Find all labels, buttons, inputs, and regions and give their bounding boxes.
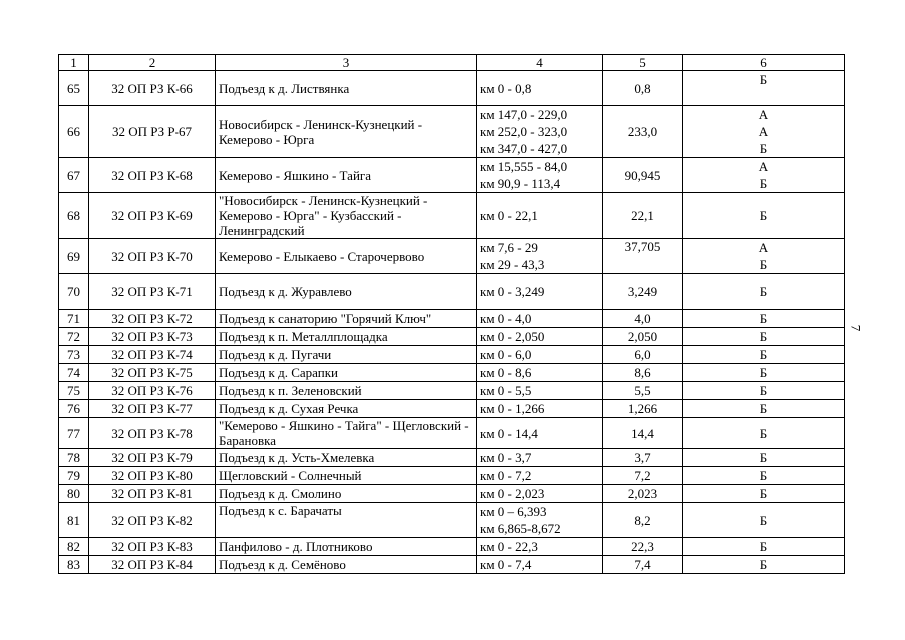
km-range-cell [477, 364, 603, 382]
road-length: 5,5 [603, 382, 683, 400]
category: Б [759, 284, 768, 299]
road-length: 3,7 [603, 449, 683, 467]
road-code: 32 ОП РЗ К-81 [89, 485, 216, 503]
road-length: 22,1 [603, 193, 683, 239]
road-code: 32 ОП РЗ К-83 [89, 538, 216, 556]
km-range: км 15,555 - 84,0 [480, 159, 568, 174]
km-range: км 0 - 14,4 [480, 425, 538, 441]
road-name: Подъезд к д. Сарапки [216, 364, 477, 382]
km-range: км 252,0 - 323,0 [480, 124, 568, 139]
category-cell [683, 418, 845, 449]
category: А [758, 159, 769, 174]
category-cell [683, 400, 845, 418]
category-cell [683, 485, 845, 503]
category: Б [759, 311, 768, 326]
table-row [59, 418, 845, 449]
km-range-cell [477, 485, 603, 503]
category: Б [759, 208, 768, 223]
road-code: 32 ОП РЗ Р-67 [89, 106, 216, 158]
category: Б [759, 468, 768, 483]
category: Б [759, 383, 768, 398]
table-row [59, 538, 845, 556]
road-length: 233,0 [603, 106, 683, 158]
road-name: Кемерово - Яшкино - Тайга [216, 158, 477, 193]
row-number: 83 [59, 556, 89, 574]
category: Б [759, 557, 768, 572]
road-length: 90,945 [603, 158, 683, 193]
row-number: 78 [59, 449, 89, 467]
road-name: Подъезд к д. Смолино [216, 485, 477, 503]
category-cell [683, 239, 845, 274]
category: Б [759, 141, 768, 156]
road-name: Подъезд к д. Семёново [216, 556, 477, 574]
km-range: км 0 - 3,7 [480, 450, 532, 465]
km-range: км 29 - 43,3 [480, 257, 545, 272]
km-range-cell [477, 449, 603, 467]
km-range: км 0 - 22,1 [480, 208, 538, 223]
road-code: 32 ОП РЗ К-70 [89, 239, 216, 274]
row-number: 67 [59, 158, 89, 193]
road-code: 32 ОП РЗ К-73 [89, 328, 216, 346]
row-number: 73 [59, 346, 89, 364]
road-length: 6,0 [603, 346, 683, 364]
km-range-cell [477, 382, 603, 400]
road-code: 32 ОП РЗ К-77 [89, 400, 216, 418]
road-length: 8,6 [603, 364, 683, 382]
category: Б [759, 72, 768, 87]
km-range-cell [477, 158, 603, 193]
km-range-cell [477, 346, 603, 364]
road-name: Подъезд к п. Зеленовский [216, 382, 477, 400]
category-cell [683, 503, 845, 538]
km-range-cell [477, 538, 603, 556]
header-cell: 4 [477, 55, 603, 71]
road-code: 32 ОП РЗ К-71 [89, 274, 216, 310]
km-range: км 347,0 - 427,0 [480, 141, 568, 156]
table-row [59, 449, 845, 467]
road-length: 7,4 [603, 556, 683, 574]
km-range: км 0 - 7,2 [480, 468, 532, 483]
km-range: км 0 - 0,8 [480, 80, 532, 96]
table-row [59, 503, 845, 538]
table-row [59, 106, 845, 158]
road-code: 32 ОП РЗ К-80 [89, 467, 216, 485]
header-cell: 5 [603, 55, 683, 71]
road-code: 32 ОП РЗ К-69 [89, 193, 216, 239]
km-range-cell [477, 467, 603, 485]
row-number: 69 [59, 239, 89, 274]
road-code: 32 ОП РЗ К-72 [89, 310, 216, 328]
km-range: км 0 - 4,0 [480, 311, 532, 326]
table-row [59, 193, 845, 239]
road-name: Панфилово - д. Плотниково [216, 538, 477, 556]
category-cell [683, 193, 845, 239]
km-range: км 7,6 - 29 [480, 240, 538, 255]
table-row [59, 556, 845, 574]
road-length: 8,2 [603, 503, 683, 538]
road-length: 37,705 [603, 239, 683, 274]
page-number: 7 [848, 324, 864, 332]
category: Б [759, 450, 768, 465]
km-range: км 0 - 2,023 [480, 486, 545, 501]
category-cell [683, 449, 845, 467]
road-name: Новосибирск - Ленинск-Кузнецкий - Кемерово - Юрга [216, 106, 477, 158]
category: Б [759, 329, 768, 344]
table-row [59, 485, 845, 503]
header-row [59, 55, 845, 71]
km-range: км 6,865-8,672 [480, 521, 561, 536]
category-cell [683, 274, 845, 310]
category: Б [759, 176, 768, 191]
road-code: 32 ОП РЗ К-66 [89, 71, 216, 106]
category: А [758, 124, 769, 139]
km-range-cell [477, 106, 603, 158]
road-code: 32 ОП РЗ К-78 [89, 418, 216, 449]
table-row [59, 274, 845, 310]
km-range-cell [477, 418, 603, 449]
road-name: Подъезд к д. Пугачи [216, 346, 477, 364]
row-number: 75 [59, 382, 89, 400]
road-length: 2,050 [603, 328, 683, 346]
category-cell [683, 158, 845, 193]
km-range: км 147,0 - 229,0 [480, 107, 568, 122]
road-length: 0,8 [603, 71, 683, 106]
table-row [59, 239, 845, 274]
row-number: 82 [59, 538, 89, 556]
km-range-cell [477, 71, 603, 106]
table-row [59, 346, 845, 364]
road-code: 32 ОП РЗ К-74 [89, 346, 216, 364]
road-length: 22,3 [603, 538, 683, 556]
road-name: Щегловский - Солнечный [216, 467, 477, 485]
km-range-cell [477, 400, 603, 418]
header-cell: 6 [683, 55, 845, 71]
table-row [59, 364, 845, 382]
km-range-cell [477, 556, 603, 574]
row-number: 80 [59, 485, 89, 503]
category: А [758, 240, 769, 255]
category: Б [759, 401, 768, 416]
category: А [758, 107, 769, 122]
road-name: "Кемерово - Яшкино - Тайга" - Щегловский - Барановка [216, 418, 477, 449]
road-length: 2,023 [603, 485, 683, 503]
km-range: км 0 - 3,249 [480, 284, 545, 299]
table-row [59, 382, 845, 400]
category-cell [683, 346, 845, 364]
km-range: км 0 - 1,266 [480, 401, 545, 416]
km-range: км 0 - 6,0 [480, 347, 532, 362]
row-number: 72 [59, 328, 89, 346]
row-number: 74 [59, 364, 89, 382]
row-number: 65 [59, 71, 89, 106]
road-name: "Новосибирск - Ленинск-Кузнецкий - Кемерово - Юрга" - Кузбасский - Ленинградский [216, 193, 477, 239]
category-cell [683, 556, 845, 574]
table-row [59, 467, 845, 485]
road-name: Подъезд к д. Усть-Хмелевка [216, 449, 477, 467]
category-cell [683, 328, 845, 346]
row-number: 70 [59, 274, 89, 310]
road-length: 1,266 [603, 400, 683, 418]
row-number: 76 [59, 400, 89, 418]
category-cell [683, 467, 845, 485]
road-name: Подъезд к санаторию "Горячий Ключ" [216, 310, 477, 328]
category-cell [683, 310, 845, 328]
header-cell: 2 [89, 55, 216, 71]
road-name: Подъезд к д. Журавлево [216, 274, 477, 310]
category: Б [759, 347, 768, 362]
km-range-cell [477, 310, 603, 328]
road-length: 3,249 [603, 274, 683, 310]
road-code: 32 ОП РЗ К-82 [89, 503, 216, 538]
header-cell: 1 [59, 55, 89, 71]
category-cell [683, 382, 845, 400]
road-length: 4,0 [603, 310, 683, 328]
road-code: 32 ОП РЗ К-68 [89, 158, 216, 193]
roads-table [58, 54, 845, 574]
km-range: км 0 - 2,050 [480, 329, 545, 344]
km-range: км 0 - 7,4 [480, 557, 532, 572]
category: Б [759, 512, 768, 528]
km-range: км 0 - 22,3 [480, 539, 538, 554]
table-row [59, 71, 845, 106]
row-number: 71 [59, 310, 89, 328]
km-range-cell [477, 328, 603, 346]
category: Б [759, 257, 768, 272]
category: Б [759, 365, 768, 380]
km-range: км 90,9 - 113,4 [480, 176, 561, 191]
road-code: 32 ОП РЗ К-79 [89, 449, 216, 467]
km-range-cell [477, 503, 603, 538]
row-number: 81 [59, 503, 89, 538]
table-row [59, 400, 845, 418]
road-name: Подъезд к д. Листвянка [216, 71, 477, 106]
table-row [59, 328, 845, 346]
km-range-cell [477, 193, 603, 239]
category-cell [683, 538, 845, 556]
km-range: км 0 - 5,5 [480, 383, 532, 398]
category-cell [683, 364, 845, 382]
row-number: 77 [59, 418, 89, 449]
road-code: 32 ОП РЗ К-76 [89, 382, 216, 400]
category: Б [759, 539, 768, 554]
km-range-cell [477, 239, 603, 274]
road-code: 32 ОП РЗ К-75 [89, 364, 216, 382]
road-name: Подъезд к д. Сухая Речка [216, 400, 477, 418]
km-range: км 0 - 8,6 [480, 365, 532, 380]
table-row [59, 158, 845, 193]
row-number: 79 [59, 467, 89, 485]
road-name: Подъезд к с. Барачаты [216, 503, 477, 538]
category: Б [759, 425, 768, 441]
road-code: 32 ОП РЗ К-84 [89, 556, 216, 574]
row-number: 68 [59, 193, 89, 239]
category-cell [683, 71, 845, 106]
header-cell: 3 [216, 55, 477, 71]
road-length: 7,2 [603, 467, 683, 485]
km-range-cell [477, 274, 603, 310]
road-name: Подъезд к п. Металлплощадка [216, 328, 477, 346]
row-number: 66 [59, 106, 89, 158]
table-row [59, 310, 845, 328]
road-length: 14,4 [603, 418, 683, 449]
category-cell [683, 106, 845, 158]
km-range: км 0 – 6,393 [480, 504, 547, 519]
road-name: Кемерово - Елыкаево - Старочервово [216, 239, 477, 274]
category: Б [759, 486, 768, 501]
